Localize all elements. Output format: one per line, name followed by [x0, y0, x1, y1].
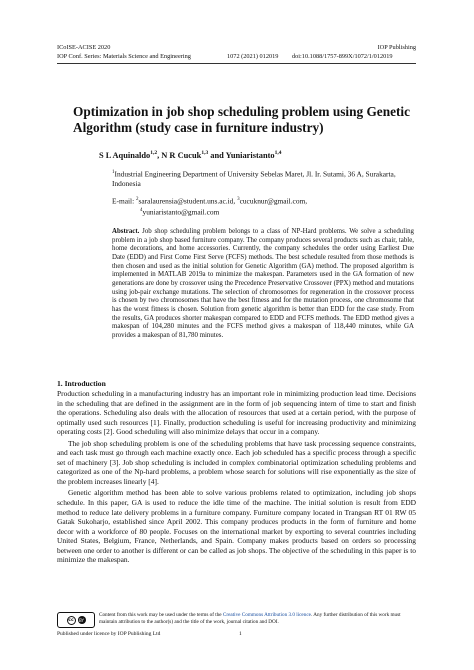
affiliation: [112, 168, 412, 188]
author-list: [99, 150, 281, 160]
section-heading-introduction: 1. Introduction: [57, 379, 106, 388]
license-notice: [99, 612, 417, 626]
introduction-body: [57, 389, 416, 567]
page-number: 1: [239, 631, 242, 637]
author-name: Yuniaristanto: [225, 150, 275, 160]
abstract-label: Abstract.: [112, 228, 140, 235]
body-paragraph: The job shop scheduling problem is one of the scheduling problems that have task processing sequence constraints, and each task must go through each machine exactly once. Each job scheduled has a specific process through a specific set of machinery [3]. Job shop scheduling is included in complex combinatorial optimization scheduling problems and categorized as one of the Np-hard problems, a problem whose search for solutions will rise exponentially as the size of the problem increases linearly [4].: [57, 438, 416, 486]
license-link[interactable]: Creative Commons Attribution 3.0 licence: [222, 612, 311, 618]
license-text: . Any further distribution of this work must maintain attribution to the author(s) and the title of the work, journal citation and DOI.: [99, 612, 401, 625]
header-rule: [57, 63, 416, 64]
published-under: Published under licence by IOP Publishing Ltd: [57, 631, 161, 637]
email-marker: 2: [136, 197, 139, 202]
attribution-icon: BY: [79, 617, 84, 623]
author-affiliation-marker: 1,4: [274, 150, 282, 156]
email-label: E-mail:: [112, 196, 137, 206]
author-name: S L Aquinaldo: [99, 150, 151, 160]
author-name: N R Cucuk: [161, 150, 202, 160]
abstract-text: Job shop scheduling problem belongs to a class of NP-Hard problems. We solve a scheduling problem in a job shop based furniture company. The company produces several products such as chair, table, home decorations, and home accessories. Currently, the company schedules the order using Earliest Due Date (EDD) and First Come First Serve (FCFS) methods. The best schedule resulted from those methods is then chosen and used as the initial solution for Genetic Algorithm (GA) method. The proposed algorithm is implemented in MATLAB 2019a to minimize the makespan. Parameters used in the GA formation of new generations are done by crossover using the Precedence Preservative Crossover (PPX) method and mutations using job-pair exchange mutations. The selection of chromosomes for regeneration in the crossover process is chosen by two chromosomes that have the best fitness and for the mutation process, one chromosome that has the worst fitness is chosen. Solution from genetic algorithm is better than EDD for the case study. From the results, GA produces shorter makespan compared to EDD and FCFS methods. The EDD method gives a makespan of 104,280 minutes and the FCFS method gives a makespan of 118,440 minutes, while GA provides a makespan of 81,780 minutes.: [112, 228, 414, 339]
cc-by-license-badge[interactable]: [57, 612, 95, 628]
email-marker: 3: [237, 197, 240, 202]
paper-title: Optimization in job shop scheduling problem using Genetic Algorithm (study case in furniture industry): [73, 104, 411, 135]
author-conjunction: and: [208, 150, 226, 160]
running-header: [57, 44, 416, 52]
email-marker: 4: [140, 208, 143, 214]
publisher-footer-line: [57, 631, 416, 637]
author-affiliation-marker: 1,3: [201, 150, 209, 156]
abstract: [112, 228, 414, 341]
email-link[interactable]: yuniaristanto@gmail.com: [142, 207, 220, 217]
body-paragraph: Genetic algorithm method has been able to solve various problems related to optimization, including job shops schedule. In this paper, GA is used to reduce the idle time of the machine. The initial solution is result from EDD method to reduce late delivery problems in a furniture company. Furniture company located in Trangsan RT 01 RW 05 Gatak Sukoharjo, established since April 2002. This company produces products in the form of furniture and home decor with a workforce of 80 people. Focuses on the international market by exporting to several countries including United States, Belgium, France, Netherlands, and Spain. Company makes products based on orders so processing between one order to another is different or can be called as job shops. The objective of the scheduling in this paper is to minimize the makespan.: [57, 488, 416, 565]
affiliation-text: Industrial Engineering Department of University Sebelas Maret, Jl. Ir. Sutami, 36 A, Surakarta, Indonesia: [112, 169, 396, 188]
publisher-name: IOP Publishing: [377, 44, 416, 51]
email-link[interactable]: cucuknur@gmail.com,: [239, 196, 308, 206]
series-line: [57, 53, 416, 61]
creative-commons-icon: cc: [68, 617, 74, 623]
license-text: Content from this work may be used under the terms of the: [99, 612, 223, 618]
doi[interactable]: doi:10.1088/1757-899X/1072/1/012019: [292, 53, 393, 60]
author-affiliation-marker: 1,2: [150, 150, 158, 156]
conference-name: ICoISE-ACISE 2020: [57, 44, 111, 51]
body-paragraph: Production scheduling in a manufacturing industry has an important role in minimizing production lead time. Decisions in the scheduling that are defined in the assignment are in the form of job sequencing intern of time to start and finish the operations. Scheduling also deals with the allocation of resources that used at a certain period, with the purpose of optimally used such resources [1]. Finally, production scheduling is useful for increasing productivity and minimizing operating costs [2]. Good scheduling will also minimize delays that occur in a company.: [57, 389, 416, 437]
series-name: IOP Conf. Series: Materials Science and Engineering: [57, 53, 191, 60]
author-emails: [112, 195, 412, 218]
page-footer: [57, 612, 416, 636]
author-separator: ,: [157, 150, 162, 160]
email-link[interactable]: saralaurensia@student.uns.ac.id,: [138, 196, 238, 206]
volume-info: 1072 (2021) 012019: [227, 53, 279, 60]
affiliation-marker: 1: [112, 170, 115, 175]
